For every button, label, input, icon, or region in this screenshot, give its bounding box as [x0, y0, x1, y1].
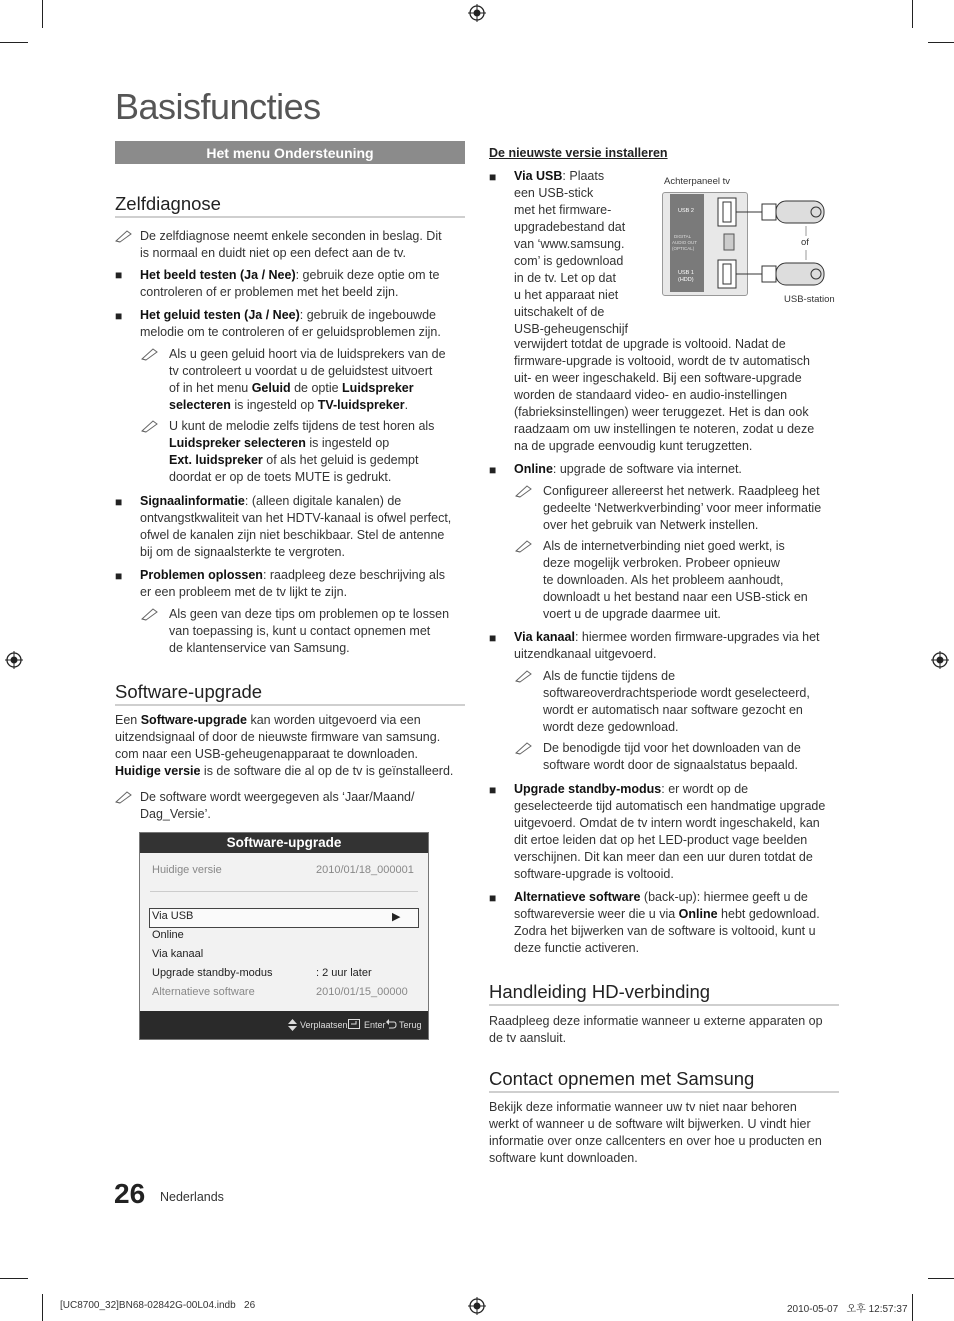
registration-mark-icon [931, 651, 949, 669]
section-title-hd-verbinding: Handleiding HD-verbinding [489, 981, 839, 1006]
menu-footer [140, 1011, 428, 1039]
port-label-optical-3: (OPTICAL) [672, 246, 695, 251]
hd-text: Raadpleeg deze informatie wanneer u externe apparaten op de tv aansluit. [489, 1014, 823, 1045]
online-note-2: Als de internetverbinding niet goed werkt, is deze mogelijk verbroken. Probeer opnieuw te downloaden. Als het probleem aanhoudt, downloadt u het bestand naar een USB-stick en voert u de upgrade daarmee uit. [543, 539, 808, 621]
geluid-note-2: U kunt de melodie zelfs tijdens de test horen als Luidspreker selecteren is ingesteld op Ext. luidspreker of als het geluid is gedempt doordat er op de toets MUTE is gedrukt. [169, 419, 435, 484]
port-label-optical-1: DIGITAL [674, 234, 692, 239]
section-title-software-upgrade: Software-upgrade [115, 681, 465, 706]
bullet-icon: ■ [115, 495, 123, 509]
footer-move: Verplaatsen [300, 1020, 348, 1030]
bullet-icon: ■ [489, 891, 497, 905]
item-via-usb: Via USB: Plaats een USB-stick met het firmware- upgradebestand dat van ‘www.samsung. com’ is gedownload in de tv. Let op dat u het apparaat niet uitschakelt of de USB-geheugenschijf [514, 169, 628, 336]
item-online: Online: upgrade de software via internet. [514, 462, 742, 476]
port-label-hdd: (HDD) [678, 277, 694, 283]
crop-mark [42, 0, 43, 28]
bullet-icon: ■ [115, 309, 123, 323]
current-version-label: Huidige versie [152, 864, 222, 876]
menu-divider [150, 891, 418, 892]
bullet-icon: ■ [489, 783, 497, 797]
bullet-icon: ■ [489, 631, 497, 645]
registration-mark-icon [5, 651, 23, 669]
chapter-title: Basisfuncties [115, 86, 321, 127]
crop-mark [912, 1294, 913, 1321]
note-icon [141, 347, 159, 361]
software-note: De software wordt weergegeven als ‘Jaar/Maand/ Dag_Versie’. [140, 790, 415, 821]
kanaal-note-2: De benodigde tijd voor het downloaden van de software wordt door de signaalstatus bepaald. [543, 741, 801, 772]
bullet-icon: ■ [489, 170, 497, 184]
menu-banner: Het menu Ondersteuning [115, 141, 465, 164]
current-version-value: 2010/01/18_000001 [316, 864, 414, 876]
geluid-note-1: Als u geen geluid hoort via de luidsprekers van de tv controleert u voordat u de geluidstest uitvoert of in het menu Geluid de optie Luidspreker selecteren is ingesteld op TV-luidspreker. [169, 347, 446, 412]
bullet-icon: ■ [115, 268, 123, 282]
crop-mark [928, 42, 954, 43]
menu-item-online[interactable]: Online [152, 929, 184, 941]
software-upgrade-menu [139, 832, 429, 1040]
item-upgrade-standby: Upgrade standby-modus: er wordt op de geselecteerde tijd automatisch een handmatige upgrade uitgevoerd. Omdat de tv intern wordt ingeschakeld, kan dit ertoe leiden dat op het LED-product vage beelden verschijnen. Dit kan meer dan een uur duren totdat de software-upgrade is voltooid. [514, 782, 826, 881]
menu-item-via-kanaal[interactable]: Via kanaal [152, 948, 204, 960]
kanaal-note-1: Als de functie tijdens de softwareoverdrachtsperiode wordt geselecteerd, wordt er automatisch naar software gezocht en wordt deze gedownload. [543, 669, 810, 734]
section-title-contact: Contact opnemen met Samsung [489, 1068, 839, 1093]
panel-label: Achterpaneel tv [664, 176, 731, 187]
note-icon [515, 484, 533, 498]
page-language: Nederlands [160, 1190, 224, 1204]
or-label: of [801, 237, 809, 248]
item-signaalinformatie: Signaalinformatie: (alleen digitale kanalen) de ontvangstkwaliteit van het HDTV-kanaal is ofwel perfect, ofwel de kanalen zijn niet beschikbaar. Stel de antenne bij om de signaalsterkte te vergroten. [140, 494, 452, 559]
port-label-usb1-name: USB 1 [678, 270, 694, 276]
item-via-kanaal: Via kanaal: hiermee worden firmware-upgrades via het uitzendkanaal uitgevoerd. [514, 630, 820, 661]
print-date-info: 2010-05-07 오후 12:57:37 [787, 1304, 908, 1315]
port-label-usb2: USB 2 [678, 208, 694, 214]
online-note-1: Configureer allereerst het netwerk. Raadpleeg het gedeelte ‘Netwerkverbinding’ voor meer informatie over het gebruik van Netwerk instellen. [543, 484, 822, 532]
port-label-optical-2: AUDIO OUT [672, 240, 698, 245]
menu-item-standby-value: : 2 uur later [316, 967, 372, 979]
crop-mark [0, 42, 28, 43]
footer-back: Terug [399, 1020, 422, 1030]
registration-mark-icon [468, 1297, 486, 1315]
section-title-zelfdiagnose: Zelfdiagnose [115, 193, 465, 218]
item-beeld-testen: Het beeld testen (Ja / Nee): gebruik deze optie om te controleren of er problemen met het beeld zijn. [140, 268, 440, 299]
menu-item-label: Via USB [152, 910, 194, 922]
enter-icon [348, 1019, 360, 1029]
menu-item-alternatieve-value: 2010/01/15_00000 [316, 986, 408, 998]
crop-mark [42, 1294, 43, 1321]
print-file-info: [UC8700_32]BN68-02842G-00L04.indb 26 [60, 1300, 256, 1311]
footer-enter: Enter [364, 1020, 386, 1030]
note-icon [141, 419, 159, 433]
crop-mark [928, 1278, 954, 1279]
page-number: 26 [114, 1178, 146, 1209]
item-problemen-oplossen: Problemen oplossen: raadpleeg deze beschrijving als er een probleem met de tv lijkt te zijn. [140, 568, 446, 599]
usb-station-label: USB-station [784, 294, 835, 305]
bullet-icon: ■ [115, 569, 123, 583]
item-geluid-testen: Het geluid testen (Ja / Nee): gebruik de ingebouwde melodie om te controleren of er geluidsproblemen zijn. [140, 308, 441, 339]
return-icon [386, 1019, 397, 1029]
menu-item-standby[interactable]: Upgrade standby-modus [152, 967, 273, 979]
problemen-note: Als geen van deze tips om problemen op te lossen van toepassing is, kunt u contact opnemen met de klantenservice van Samsung. [169, 607, 450, 655]
note-icon [115, 229, 133, 243]
note-icon [515, 741, 533, 755]
via-usb-continued: verwijdert totdat de upgrade is voltooid. Nadat de firmware-upgrade is voltooid, wordt de tv automatisch uit- en weer ingeschakeld. Bij een software-upgrade worden de standaard video- en audio-instellingen (fabrieksinstellingen) weer teruggezet. Het is dan ook raadzaam om uw instellingen te noteren, zodat u deze na de upgrade eenvoudig kunt terugzetten. [514, 337, 815, 453]
note-icon [141, 607, 159, 621]
zelfdiagnose-note: De zelfdiagnose neemt enkele seconden in beslag. Dit is normaal en duidt niet op een defect aan de tv. [140, 229, 442, 260]
updown-arrow-icon [288, 1019, 297, 1031]
item-alternatieve-software: Alternatieve software (back-up): hiermee geeft u de softwareversie weer die u via Online hebt gedownload. Zodra het bijwerken van de software is voltooid, kunt u deze functie activeren. [514, 890, 820, 955]
note-icon [515, 539, 533, 553]
contact-text: Bekijk deze informatie wanneer uw tv niet naar behoren werkt of wanneer u de software wilt bijwerken. U vindt hier informatie over onze callcenters en over hoe u producten en software kunt downloaden. [489, 1100, 822, 1165]
crop-mark [0, 1278, 28, 1279]
crop-mark [912, 0, 913, 28]
note-icon [515, 669, 533, 683]
menu-title: Software-upgrade [140, 833, 428, 853]
usb-connection-diagram [660, 174, 860, 314]
subsection-title-install: De nieuwste versie installeren [489, 146, 668, 160]
arrow-right-icon: ▶ [392, 911, 401, 923]
usb-ports-icon [660, 174, 860, 314]
menu-item-alternatieve[interactable]: Alternatieve software [152, 986, 255, 998]
software-intro: Een Software-upgrade kan worden uitgevoerd via een uitzendsignaal of door de nieuwste firmware van samsung. com naar een USB-geheugenapparaat te downloaden. Huidige versie is de software die al op de tv is geïnstalleerd. [115, 713, 454, 778]
registration-mark-icon [468, 4, 486, 22]
note-icon [115, 790, 133, 804]
bullet-icon: ■ [489, 463, 497, 477]
